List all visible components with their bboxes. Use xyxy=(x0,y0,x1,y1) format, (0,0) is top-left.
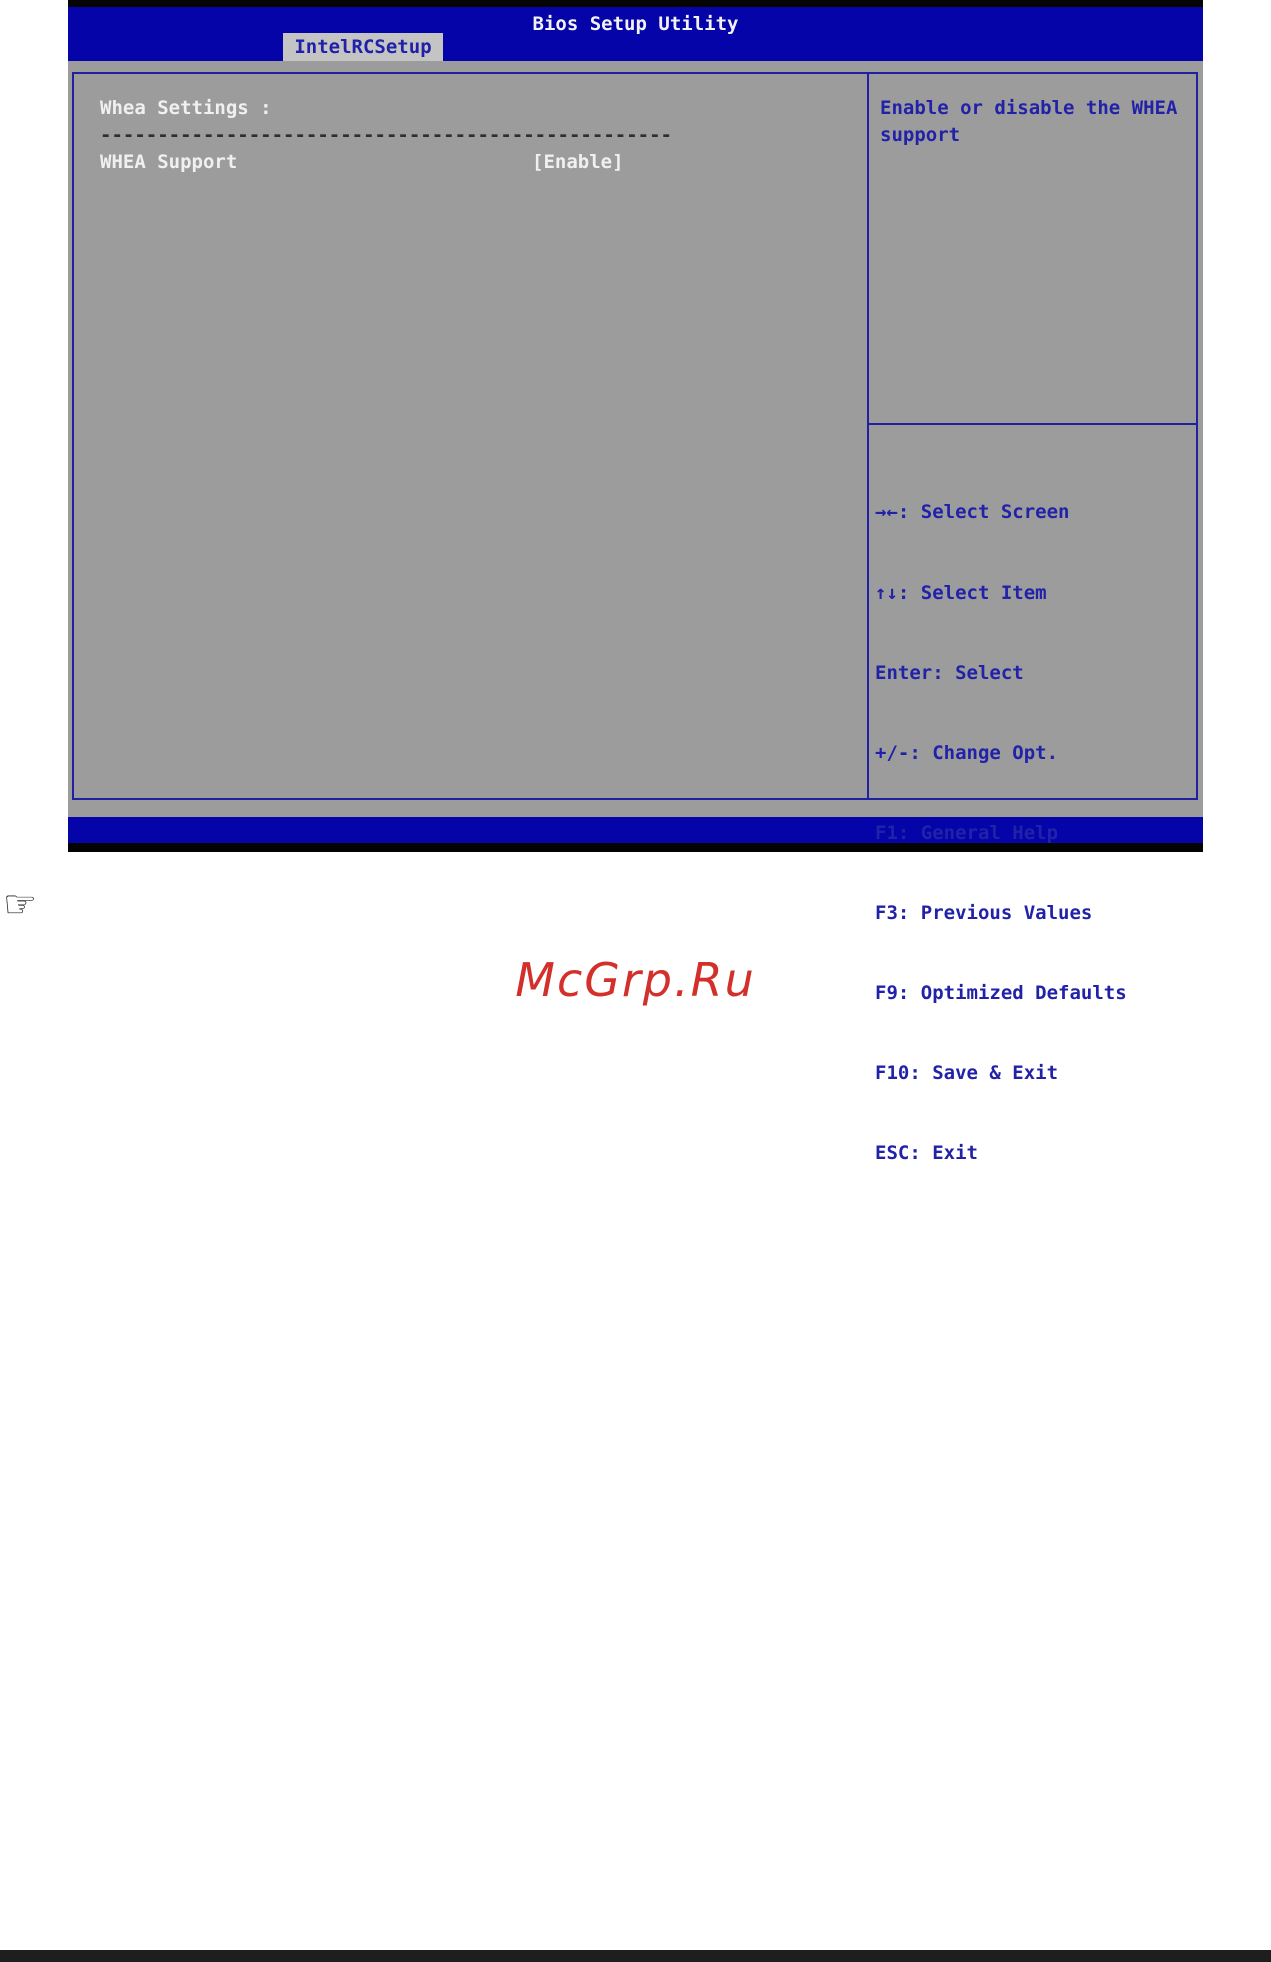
key-legend-line: F1: General Help xyxy=(875,821,1059,844)
setting-label: WHEA Support xyxy=(100,151,238,173)
settings-panel xyxy=(74,74,867,798)
help-panel xyxy=(869,74,1196,1165)
key-legend-line: F10: Save & Exit xyxy=(875,1062,1059,1085)
pointing-hand-icon: ☞ xyxy=(3,882,38,926)
window-title: Bios Setup Utility xyxy=(532,13,739,35)
page-bottom-bar xyxy=(0,1950,1271,1962)
key-legend-line: ESC: Exit xyxy=(875,1142,978,1165)
key-legend-line: F9: Optimized Defaults xyxy=(875,982,1127,1005)
watermark-text: McGrp.Ru xyxy=(515,953,756,1007)
key-legend-line: Enter: Select xyxy=(875,661,1024,684)
section-separator: -------------------------------------------------- xyxy=(100,124,672,146)
setting-value: [Enable] xyxy=(532,151,624,173)
setting-row-whea-support[interactable] xyxy=(100,149,867,176)
help-divider-line xyxy=(869,423,1196,425)
section-title: Whea Settings : xyxy=(100,97,272,119)
key-legend-line: +/-: Change Opt. xyxy=(875,741,1059,764)
tab-intelrcsetup[interactable]: IntelRCSetup xyxy=(283,33,443,61)
key-legend xyxy=(875,446,1127,1220)
key-legend-line: ↑↓: Select Item xyxy=(875,581,1047,604)
window-top-strip xyxy=(68,0,1203,7)
bios-header-bar xyxy=(68,7,1203,61)
key-legend-line: →←: Select Screen xyxy=(875,501,1070,524)
key-legend-line: F3: Previous Values xyxy=(875,901,1093,924)
help-description: Enable or disable the WHEA support xyxy=(880,97,1178,146)
